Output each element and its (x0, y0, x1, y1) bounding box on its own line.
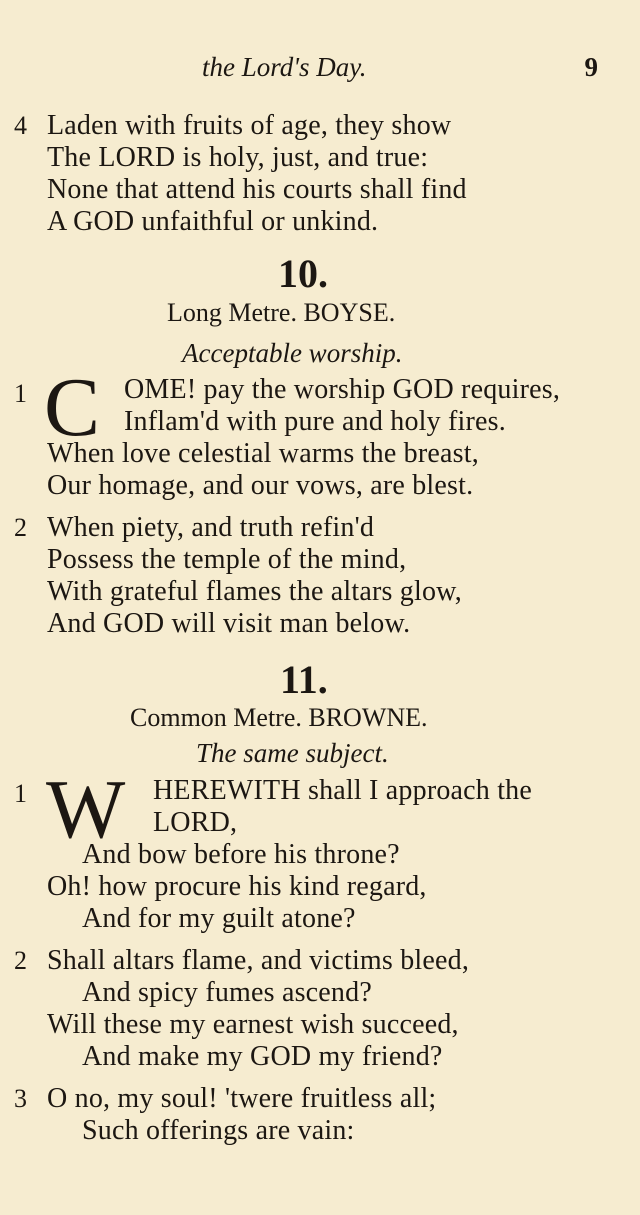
verse-line: Our homage, and our vows, are blest. (47, 470, 474, 501)
drop-cap: C (44, 361, 101, 454)
verse-number: 3 (14, 1084, 28, 1113)
page-number: 9 (584, 52, 598, 82)
verse-line: OME! pay the worship GOD requires, (124, 374, 561, 405)
verse-line: When piety, and truth refin'd (47, 512, 375, 543)
verse-number: 1 (14, 379, 28, 408)
verse-line: Laden with fruits of age, they show (47, 110, 452, 141)
verse-number: 1 (14, 779, 28, 808)
verse-line: Will these my earnest wish succeed, (47, 1009, 459, 1040)
verse-line: Shall altars flame, and victims bleed, (47, 945, 470, 976)
verse-line: None that attend his courts shall find (47, 174, 467, 205)
hymn-subject: The same subject. (196, 738, 389, 768)
hymn-author: BOYSE. (303, 298, 396, 327)
verse-line: O no, my soul! 'twere fruitless all; (47, 1083, 437, 1114)
verse-line: LORD, (153, 807, 238, 838)
verse-line: Possess the temple of the mind, (47, 544, 407, 575)
verse-number: 2 (14, 513, 28, 542)
verse-line: And GOD will visit man below. (47, 608, 411, 639)
hymn-subject: Acceptable worship. (182, 338, 403, 368)
hymn-metre (130, 703, 428, 733)
hymn-metre (167, 298, 395, 328)
verse-line: The LORD is holy, just, and true: (47, 142, 429, 173)
verse-line: When love celestial warms the breast, (47, 438, 479, 469)
verse-line: And spicy fumes ascend? (82, 977, 372, 1008)
verse-line: Such offerings are vain: (82, 1115, 355, 1146)
verse-line: And bow before his throne? (82, 839, 400, 870)
verse-line: And make my GOD my friend? (82, 1041, 443, 1072)
hymn-number: 11. (280, 657, 328, 702)
verse-line: A GOD unfaithful or unkind. (47, 206, 379, 237)
verse-number: 2 (14, 946, 28, 975)
drop-cap: W (46, 763, 126, 856)
running-head: the Lord's Day. (202, 52, 367, 82)
verse-number: 4 (14, 111, 28, 140)
verse-line: With grateful flames the altars glow, (47, 576, 462, 607)
metre-name: Long Metre. (167, 298, 297, 327)
hymn-number: 10. (278, 251, 328, 296)
hymn-author: BROWNE. (308, 703, 428, 732)
verse-line: Oh! how procure his kind regard, (47, 871, 427, 902)
verse-line: And for my guilt atone? (82, 903, 356, 934)
verse-line: Inflam'd with pure and holy fires. (124, 406, 506, 437)
metre-name: Common Metre. (130, 703, 302, 732)
verse-line: HEREWITH shall I approach the (153, 775, 533, 806)
